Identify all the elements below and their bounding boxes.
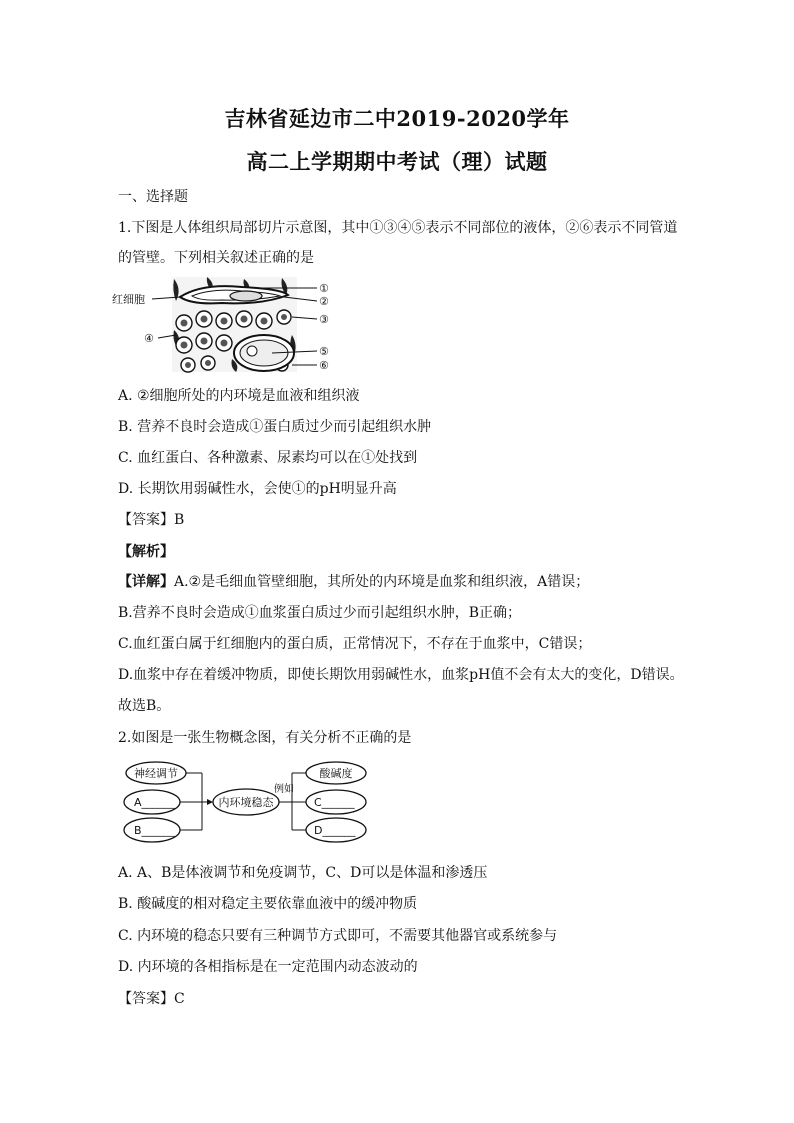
q2-node-b: B______ — [134, 824, 175, 837]
q1-option-b: B. 营养不良时会造成①蛋白质过少而引起组织水肿 — [118, 419, 432, 435]
q1-stem-line-1: 1.下图是人体组织局部切片示意图，其中①③④⑤表示不同部位的液体，②⑥表示不同管道 — [118, 220, 678, 236]
q1-marker-1: ① — [319, 282, 329, 295]
q1-marker-5: ⑤ — [319, 345, 329, 358]
q2-option-b: B. 酸碱度的相对稳定主要依靠血液中的缓冲物质 — [118, 896, 418, 912]
q1-analysis-line-2: B.营养不良时会造成①血浆蛋白质过少而引起组织水肿，B正确； — [118, 605, 522, 621]
q2-node-center: 内环境稳态 — [218, 796, 274, 809]
q2-concept-map — [122, 758, 372, 848]
q2-stem: 2.如图是一张生物概念图，有关分析不正确的是 — [118, 730, 412, 746]
q1-cell-label: 红细胞 — [112, 293, 145, 306]
q1-tissue-figure — [112, 275, 337, 375]
q1-marker-3: ③ — [319, 313, 329, 326]
q1-analysis-heading: 【解析】 — [118, 544, 174, 560]
q1-answer: 【答案】B — [118, 512, 185, 528]
q2-node-c: C______ — [314, 796, 355, 809]
q2-answer: 【答案】C — [118, 991, 185, 1007]
q2-node-d: D______ — [314, 824, 356, 837]
q2-option-d: D. 内环境的各相指标是在一定范围内动态波动的 — [118, 959, 418, 975]
q1-analysis-text-1: A.②是毛细血管壁细胞，其所处的内环境是血浆和组织液，A错误； — [174, 574, 590, 590]
q1-marker-4: ④ — [144, 332, 154, 345]
q2-option-a: A. A、B是体液调节和免疫调节，C、D可以是体温和渗透压 — [118, 865, 488, 881]
q1-analysis-line-5: 故选B。 — [118, 698, 171, 714]
q1-analysis-tag: 【详解】 — [118, 574, 174, 590]
q2-edge-label: 例如 — [274, 784, 294, 795]
document-title-line-2: 高二上学期期中考试（理）试题 — [246, 149, 548, 174]
q2-option-c: C. 内环境的稳态只要有三种调节方式即可，不需要其他器官或系统参与 — [118, 928, 558, 944]
q1-analysis-line-4: D.血浆中存在着缓冲物质，即使长期饮用弱碱性水，血浆pH值不会有太大的变化，D错误。 — [118, 667, 684, 683]
q2-node-a: A______ — [134, 796, 175, 809]
q1-option-c: C. 血红蛋白、各种激素、尿素均可以在①处找到 — [118, 450, 418, 466]
q1-marker-6: ⑥ — [319, 359, 329, 372]
q1-analysis-line-1 — [118, 571, 589, 591]
q1-option-d: D. 长期饮用弱碱性水，会使①的pH明显升高 — [118, 481, 397, 497]
section-heading: 一、选择题 — [118, 189, 188, 205]
q1-analysis-line-3: C.血红蛋白属于红细胞内的蛋白质，正常情况下，不存在于血浆中，C错误； — [118, 636, 592, 652]
q1-stem-line-2: 的管壁。下列相关叙述正确的是 — [118, 250, 314, 266]
q2-node-neural: 神经调节 — [134, 767, 178, 780]
q1-option-a: A. ②细胞所处的内环境是血液和组织液 — [118, 388, 360, 404]
q1-marker-2: ② — [319, 295, 329, 308]
q2-node-ph: 酸碱度 — [319, 767, 353, 780]
document-title-line-1: 吉林省延边市二中2019-2020学年 — [224, 106, 570, 131]
